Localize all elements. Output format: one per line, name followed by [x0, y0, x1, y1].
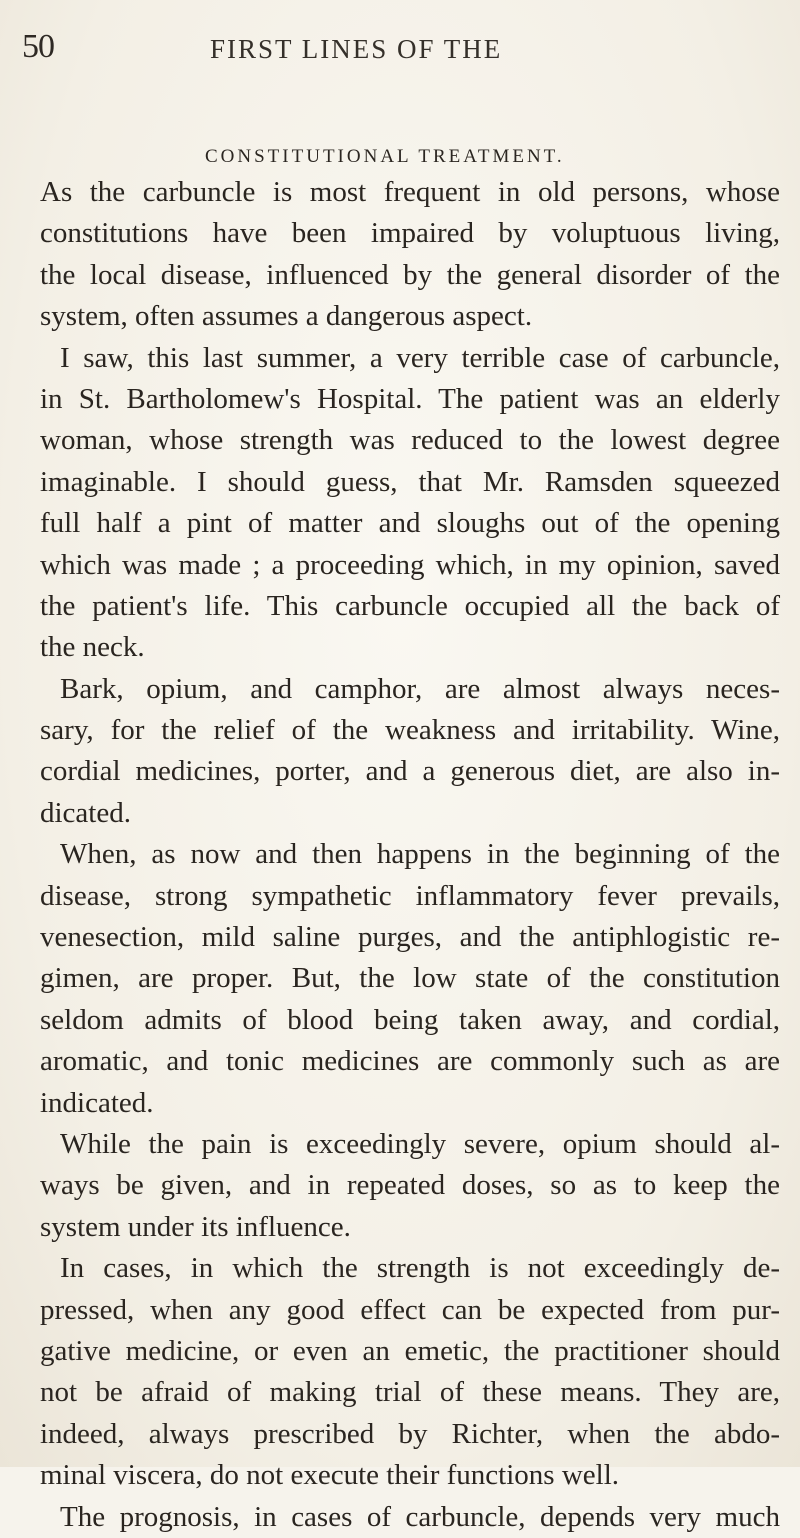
paragraph-prognosis [40, 1497, 780, 1538]
text-line: indeed, always prescribed by Richter, when the abdo- [40, 1417, 780, 1450]
text-line: sary, for the relief of the weakness and irritability. Wine, [40, 714, 780, 747]
paragraph-case-report [40, 338, 780, 669]
text-line: The prognosis, in cases of carbuncle, depends very much [60, 1500, 780, 1533]
text-line: When, as now and then happens in the beginning of the [60, 838, 780, 871]
text-line: minal viscera, do not execute their functions well. [40, 1459, 620, 1492]
paragraph-sympathetic-fever [40, 834, 780, 1124]
paragraph-constitutions [40, 172, 780, 338]
paragraph-purgative [40, 1248, 780, 1496]
text-line: pressed, when any good effect can be expected from pur- [40, 1293, 780, 1326]
text-line: ways be given, and in repeated doses, so as to keep the [40, 1169, 780, 1202]
text-line: not be afraid of making trial of these means. They are, [40, 1376, 780, 1409]
text-line: gimen, are proper. But, the low state of the constitution [40, 962, 780, 995]
text-line: constitutions have been impaired by voluptuous living, [40, 217, 780, 250]
running-title: FIRST LINES OF THE [210, 34, 503, 64]
text-line: aromatic, and tonic medicines are commonly such as are [40, 1045, 780, 1078]
text-line: Bark, opium, and camphor, are almost always neces- [60, 672, 780, 705]
text-line: the patient's life. This carbuncle occupied all the back of [40, 589, 780, 622]
text-line: the neck. [40, 631, 145, 664]
text-line: the local disease, influenced by the general disorder of the [40, 258, 780, 291]
text-line: I saw, this last summer, a very terrible case of carbuncle, [60, 341, 780, 374]
text-line: full half a pint of matter and sloughs out of the opening [40, 507, 780, 540]
text-line: cordial medicines, porter, and a generous diet, are also in- [40, 755, 780, 788]
page-number: 50 [22, 28, 54, 65]
text-line: in St. Bartholomew's Hospital. The patient was an elderly [40, 382, 780, 415]
text-line: As the carbuncle is most frequent in old persons, whose [40, 176, 780, 208]
paragraph-bark-opium [40, 669, 780, 835]
text-line: disease, strong sympathetic inflammatory fever prevails, [40, 879, 780, 912]
text-line: dicated. [40, 796, 131, 829]
paragraph-pain-opium [40, 1124, 780, 1248]
text-line: system, often assumes a dangerous aspect. [40, 300, 533, 333]
text-line: imaginable. I should guess, that Mr. Ramsden squeezed [40, 465, 780, 498]
text-line: gative medicine, or even an emetic, the practitioner should [40, 1334, 780, 1367]
text-line: which was made ; a proceeding which, in my opinion, saved [40, 548, 780, 581]
text-line: seldom admits of blood being taken away, and cordial, [40, 1003, 780, 1036]
text-line: system under its influence. [40, 1210, 351, 1243]
section-heading: CONSTITUTIONAL TREATMENT. [205, 146, 565, 167]
body-text [40, 172, 780, 1538]
text-line: In cases, in which the strength is not exceedingly de- [60, 1252, 780, 1285]
text-line: woman, whose strength was reduced to the lowest degree [40, 424, 780, 457]
text-line: While the pain is exceedingly severe, opium should al- [60, 1127, 780, 1160]
running-head [0, 22, 800, 65]
text-line: venesection, mild saline purges, and the antiphlogistic re- [40, 921, 780, 954]
text-line: indicated. [40, 1086, 154, 1119]
